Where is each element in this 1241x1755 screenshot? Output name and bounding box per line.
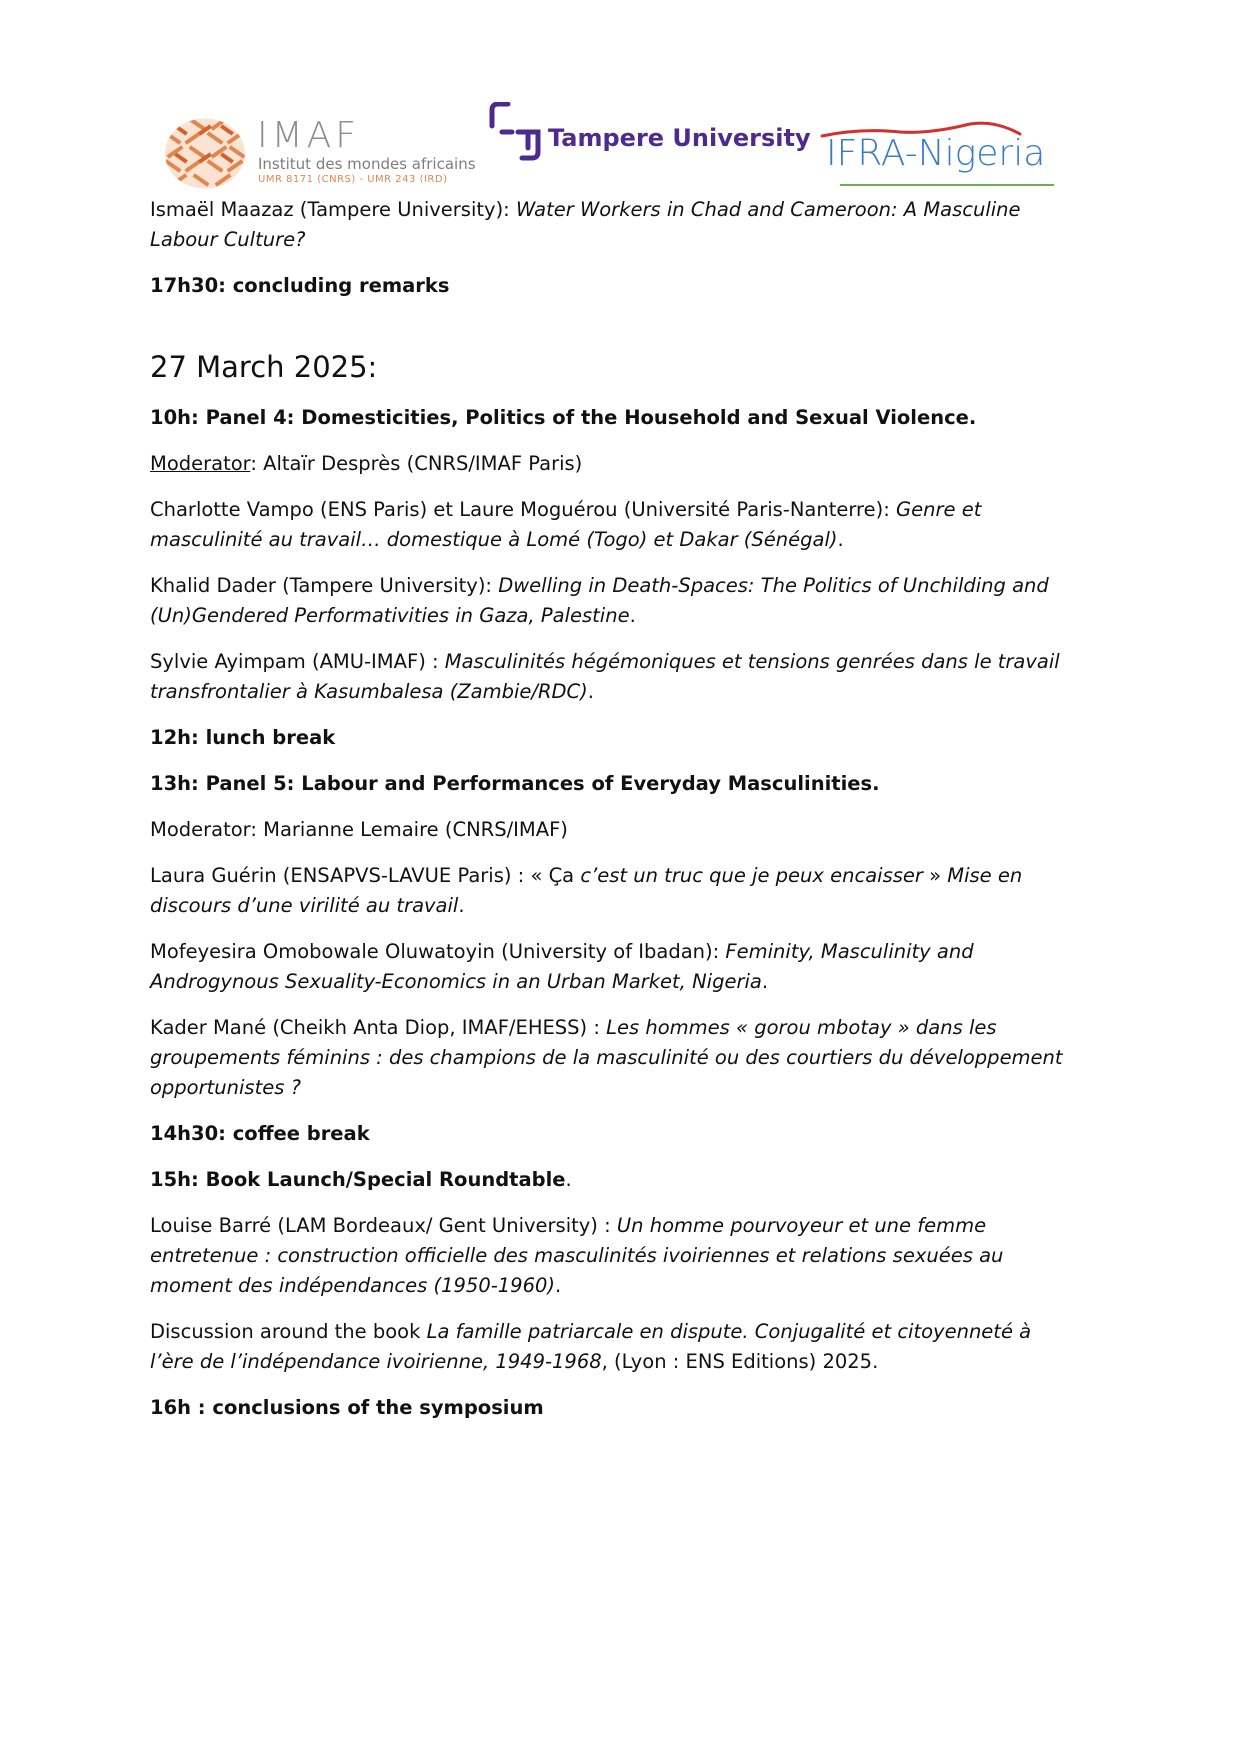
speaker: Kader Mané (Cheikh Anta Diop, IMAF/EHESS) :: [150, 1016, 607, 1039]
imaf-logo-umr: UMR 8171 (CNRS) - UMR 243 (IRD): [258, 174, 448, 185]
paper-title: Mise en discours d’une virilité au travail: [150, 864, 1023, 917]
quote-close: »: [922, 864, 948, 887]
header-logos: [0, 100, 1241, 195]
book-discussion: [150, 1317, 1080, 1377]
imaf-logo-subtitle: Institut des mondes africains: [258, 155, 476, 173]
session-coffee-break: 14h30: coffee break: [150, 1122, 370, 1145]
paper-title: Dwelling in Death-Spaces: The Politics of Unchilding and (Un)Gendered Performativities in Gaza, Palestine: [150, 574, 1049, 627]
speaker: Laura Guérin (ENSAPVS-LAVUE Paris) : « Ça: [150, 864, 581, 887]
punct: .: [458, 894, 465, 917]
discussion-prefix: Discussion around the book: [150, 1320, 427, 1343]
punct: .: [555, 1274, 562, 1297]
paper-maazaz: [150, 195, 1080, 255]
publication-info: , (Lyon : ENS Editions) 2025.: [601, 1350, 879, 1373]
punct: .: [629, 604, 636, 627]
imaf-logo: [162, 115, 476, 191]
imaf-logo-name: IMAF: [257, 115, 361, 156]
punct: .: [837, 528, 844, 551]
day-heading: 27 March 2025:: [150, 350, 378, 384]
tampere-logo: [488, 100, 811, 160]
panel4-moderator: [150, 449, 1080, 479]
speaker: Mofeyesira Omobowale Oluwatoyin (University of Ibadan):: [150, 940, 726, 963]
paper-title: Masculinités hégémoniques et tensions genrées dans le travail transfrontalier à Kasumbalesa (Zambie/RDC): [150, 650, 1060, 703]
paper-title: Water Workers in Chad and Cameroon: A Masculine Labour Culture?: [150, 198, 1021, 251]
book-launch-title: 15h: Book Launch/Special Roundtable: [150, 1168, 566, 1191]
ifra-logo-name: IFRA-Nigeria: [826, 133, 1046, 174]
speaker: Sylvie Ayimpam (AMU-IMAF) :: [150, 650, 445, 673]
paper-vampo: [150, 495, 1080, 555]
paper-ayimpam: [150, 647, 1080, 707]
session-concluding-remarks: 17h30: concluding remarks: [150, 274, 450, 297]
paper-title: Les hommes « gorou mbotay » dans les groupements féminins : des champions de la masculinité ou des courtiers du développement opportunistes ?: [150, 1016, 1063, 1099]
session-lunch-break: 12h: lunch break: [150, 726, 336, 749]
paper-dader: [150, 571, 1080, 631]
tampere-logo-name: Tampere University: [548, 124, 811, 152]
book-launch-heading: [150, 1165, 1080, 1195]
paper-title-quote: c’est un truc que je peux encaisser: [580, 864, 923, 887]
book-title: La famille patriarcale en dispute. Conjugalité et citoyenneté à l’ère de l’indépendance ivoirienne, 1949-1968: [150, 1320, 1032, 1373]
punct: .: [565, 1168, 572, 1191]
tampere-bracket-icon: [488, 102, 548, 162]
speaker: Khalid Dader (Tampere University):: [150, 574, 499, 597]
imaf-basket-icon: [162, 116, 248, 191]
punct: .: [587, 680, 594, 703]
paper-title: Genre et masculinité au travail… domestique à Lomé (Togo) et Dakar (Sénégal): [150, 498, 982, 551]
paper-title: Feminity, Masculinity and Androgynous Sexuality-Economics in an Urban Market, Nigeria: [150, 940, 974, 993]
paper-guerin: [150, 861, 1080, 921]
paper-mane: [150, 1013, 1080, 1103]
ifra-nigeria-logo: [820, 120, 1050, 190]
paper-title: Un homme pourvoyeur et une femme entretenue : construction officielle des masculinités ivoiriennes et relations sexuées au moment des indépendances (1950-1960): [150, 1214, 1004, 1297]
moderator-name: : Altaïr Desprès (CNRS/IMAF Paris): [250, 452, 583, 475]
session-conclusions: 16h : conclusions of the symposium: [150, 1396, 544, 1419]
paper-barre: [150, 1211, 1080, 1301]
punct: .: [761, 970, 769, 993]
panel5-heading: 13h: Panel 5: Labour and Performances of Everyday Masculinities.: [150, 772, 880, 795]
speaker: Ismaël Maazaz (Tampere University):: [150, 198, 516, 221]
ifra-underline: [840, 184, 1054, 186]
speaker: Charlotte Vampo (ENS Paris) et Laure Moguérou (Université Paris-Nanterre):: [150, 498, 897, 521]
moderator-label: Moderator: [150, 452, 251, 475]
paper-oluwatoyin: [150, 937, 1080, 997]
speaker: Louise Barré (LAM Bordeaux/ Gent University) :: [150, 1214, 617, 1237]
program-content: [150, 195, 1080, 1439]
panel4-heading: 10h: Panel 4: Domesticities, Politics of the Household and Sexual Violence.: [150, 406, 977, 429]
panel5-moderator: Moderator: Marianne Lemaire (CNRS/IMAF): [150, 818, 568, 841]
